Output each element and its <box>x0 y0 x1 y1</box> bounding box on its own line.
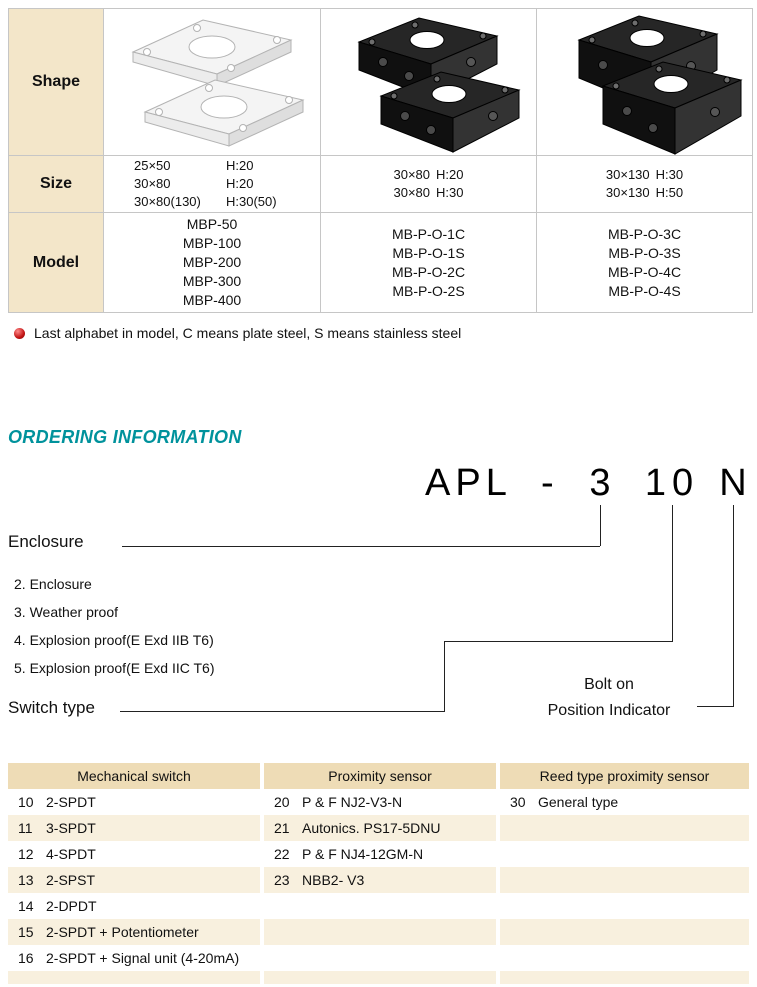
model-cell-1 <box>104 213 321 313</box>
option-label: 4-SPDT <box>46 846 96 862</box>
option-label: 2-SPDT <box>46 794 96 810</box>
option-label: 3-SPDT <box>46 820 96 836</box>
size-line: 30×80 H:30 <box>393 185 464 200</box>
option-code: 20 <box>274 794 290 810</box>
table-row <box>264 815 496 841</box>
shape-cell-1 <box>104 9 321 156</box>
option-code: 21 <box>274 820 290 836</box>
code-switch-digits: 10 <box>644 462 700 504</box>
option-code: 30 <box>510 794 526 810</box>
model-name: MB-P-O-4C <box>607 263 682 280</box>
code-suffix: N <box>719 462 747 504</box>
option-label: 2-DPDT <box>46 898 97 914</box>
shape-cell-2 <box>321 9 537 156</box>
model-name: MBP-100 <box>182 235 242 251</box>
bottom-strip <box>8 971 260 984</box>
bottom-strip <box>264 971 496 984</box>
bolt-label-line2: Position Indicator <box>547 702 671 719</box>
model-name: MB-P-O-2S <box>392 282 465 299</box>
red-sphere-icon <box>14 328 25 339</box>
enclosure-option: 2. Enclosure <box>14 576 92 592</box>
size-line: 30×130 H:30 <box>605 167 684 182</box>
table-row <box>8 789 260 815</box>
line-switch-vertical-lower <box>444 641 445 711</box>
model-name: MB-P-O-1C <box>391 225 466 242</box>
enclosure-option: 3. Weather proof <box>14 604 119 620</box>
table-row <box>8 867 260 893</box>
column-header-reed: Reed type proximity sensor <box>500 763 749 789</box>
enclosure-options-list <box>14 570 215 682</box>
size-cell-3 <box>537 156 753 213</box>
note-text: Last alphabet in model, C means plate steel, S means stainless steel <box>34 325 462 341</box>
bottom-strip <box>500 971 749 984</box>
line-switch-horizontal-mid <box>444 641 673 642</box>
code-enclosure-digit: 3 <box>589 462 611 504</box>
size-line: 30×130 H:50 <box>605 185 684 200</box>
table-row <box>8 945 260 971</box>
code-prefix: APL <box>425 462 512 504</box>
row-header-shape: Shape <box>9 9 104 156</box>
table-row <box>500 789 749 815</box>
option-label: P & F NJ4-12GM-N <box>302 846 424 862</box>
option-label: General type <box>538 794 619 810</box>
enclosure-option: 5. Explosion proof(E Exd IIC T6) <box>14 660 215 676</box>
model-name: MBP-200 <box>182 254 242 270</box>
table-row <box>264 841 496 867</box>
empty-cell <box>500 867 749 893</box>
empty-cell <box>500 815 749 841</box>
bolt-on-position-indicator-label <box>523 672 695 724</box>
option-label: 2-SPDT + Signal unit (4-20mA) <box>46 950 240 966</box>
size-line: 30×80(130) H:30(50) <box>134 194 277 209</box>
line-switch-vertical-upper <box>672 505 673 641</box>
option-code: 23 <box>274 872 290 888</box>
shape-cell-3 <box>537 9 753 156</box>
bracket-spec-table <box>8 8 753 313</box>
ordering-information-title: ORDERING INFORMATION <box>8 427 242 447</box>
code-dash: - <box>541 462 554 504</box>
option-code: 10 <box>18 794 34 810</box>
empty-cell <box>264 919 496 945</box>
enclosure-label: Enclosure <box>8 532 84 551</box>
model-cell-2 <box>321 213 537 313</box>
model-cell-3 <box>537 213 753 313</box>
table-row <box>264 789 496 815</box>
row-header-size: Size <box>9 156 104 213</box>
model-name: MB-P-O-2C <box>391 263 466 280</box>
option-code: 15 <box>18 924 34 940</box>
size-cell-1 <box>104 156 321 213</box>
bolt-label-line1: Bolt on <box>584 676 634 693</box>
size-cell-2 <box>321 156 537 213</box>
empty-cell <box>500 893 749 919</box>
empty-cell <box>500 945 749 971</box>
column-header-mechanical: Mechanical switch <box>8 763 260 789</box>
option-code: 22 <box>274 846 290 862</box>
option-code: 16 <box>18 950 34 966</box>
option-label: 2-SPDT + Potentiometer <box>46 924 199 940</box>
empty-cell <box>264 945 496 971</box>
size-line: 25×50 H:20 <box>134 158 254 173</box>
row-header-model: Model <box>9 213 104 313</box>
option-code: 14 <box>18 898 34 914</box>
line-bolt-vertical <box>733 505 734 706</box>
option-label: 2-SPST <box>46 872 96 888</box>
option-label: Autonics. PS17-5DNU <box>302 820 441 836</box>
black-bracket-large-image <box>537 10 752 155</box>
option-code: 12 <box>18 846 34 862</box>
table-row <box>8 841 260 867</box>
model-name: MB-P-O-3C <box>607 225 682 242</box>
empty-cell <box>500 919 749 945</box>
model-name: MBP-300 <box>182 273 242 289</box>
white-mounting-bracket-image <box>105 10 320 155</box>
empty-cell <box>264 893 496 919</box>
model-name: MB-P-O-1S <box>392 244 465 261</box>
material-note <box>14 325 461 341</box>
line-bolt-horizontal <box>697 706 734 707</box>
size-line: 30×80 H:20 <box>134 176 254 191</box>
table-row <box>8 919 260 945</box>
enclosure-option: 4. Explosion proof(E Exd IIB T6) <box>14 632 214 648</box>
option-label: NBB2- V3 <box>302 872 365 888</box>
table-row <box>8 893 260 919</box>
line-enclosure-vertical <box>600 505 601 546</box>
model-name: MB-P-O-3S <box>608 244 681 261</box>
switch-type-label: Switch type <box>8 698 95 717</box>
column-header-proximity: Proximity sensor <box>264 763 496 789</box>
switch-selection-table <box>8 763 749 984</box>
black-bracket-small-image <box>321 10 536 155</box>
line-switch-horizontal <box>120 711 445 712</box>
table-row <box>8 815 260 841</box>
option-label: P & F NJ2-V3-N <box>302 794 403 810</box>
table-row <box>264 867 496 893</box>
model-name: MBP-50 <box>186 216 238 232</box>
size-line: 30×80 H:20 <box>393 167 464 182</box>
option-code: 11 <box>18 820 33 836</box>
model-name: MB-P-O-4S <box>608 282 681 299</box>
model-name: MBP-400 <box>182 292 242 308</box>
option-code: 13 <box>18 872 34 888</box>
empty-cell <box>500 841 749 867</box>
line-enclosure-horizontal <box>122 546 600 547</box>
